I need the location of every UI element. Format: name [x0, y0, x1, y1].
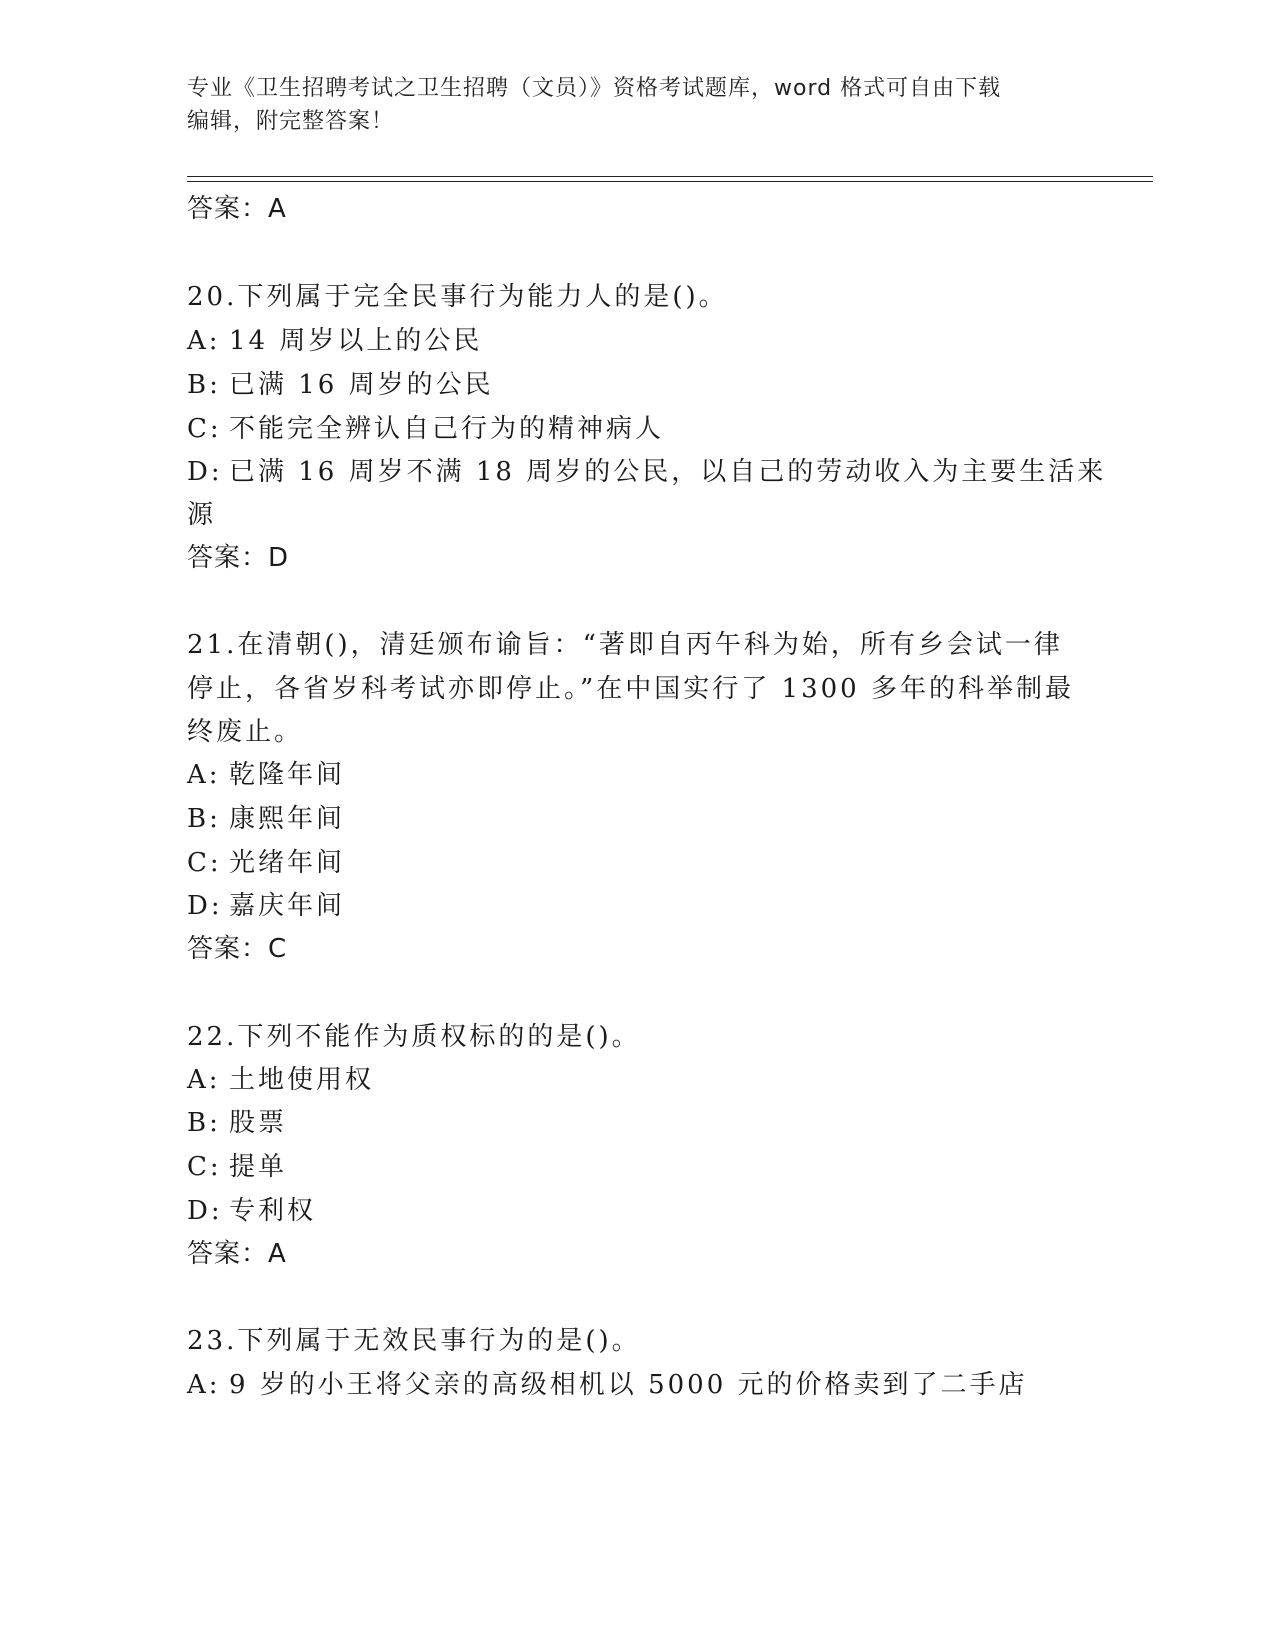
question-21-option-d: D: 嘉庆年间: [187, 891, 346, 921]
header-line-1: 专业《卫生招聘考试之卫生招聘（文员）》资格考试题库，word 格式可自由下载: [187, 76, 1002, 101]
question-21-option-a: A: 乾隆年间: [187, 760, 346, 790]
question-20-option-c: C: 不能完全辨认自己行为的精神病人: [187, 414, 665, 444]
question-22-option-a: A: 土地使用权: [187, 1065, 375, 1095]
document-header: [187, 72, 1067, 138]
question-21-answer: 答案：C: [187, 934, 288, 964]
question-21-option-b: B: 康熙年间: [187, 804, 346, 834]
header-divider: [187, 176, 1153, 177]
header-line-2: 编辑，附完整答案！: [187, 109, 395, 134]
question-20-option-a: A: 14 周岁以上的公民: [187, 326, 483, 356]
question-22-stem: 22.下列不能作为质权标的的是()。: [187, 1022, 641, 1052]
question-20-option-d-continued: 源: [187, 500, 217, 530]
question-20-option-d: D: 已满 16 周岁不满 18 周岁的公民，以自己的劳动收入为主要生活来: [187, 457, 1107, 487]
question-21-stem-line-1: 21.在清朝()，清廷颁布谕旨：“著即自丙午科为始，所有乡会试一律: [187, 630, 1063, 660]
question-21-option-c: C: 光绪年间: [187, 848, 346, 878]
question-21-stem-line-2: 停止，各省岁科考试亦即停止。”在中国实行了 1300 多年的科举制最: [187, 674, 1074, 704]
question-22-option-b: B: 股票: [187, 1108, 288, 1138]
question-22-option-d: D: 专利权: [187, 1196, 317, 1226]
header-divider-second: [187, 181, 1153, 182]
question-22-answer: 答案：A: [187, 1239, 287, 1269]
question-20-stem: 20.下列属于完全民事行为能力人的是()。: [187, 282, 728, 312]
question-23-stem: 23.下列属于无效民事行为的是()。: [187, 1326, 641, 1356]
question-20-option-b: B: 已满 16 周岁的公民: [187, 370, 494, 400]
answer-previous: 答案：A: [187, 194, 287, 224]
question-20-answer: 答案：D: [187, 543, 290, 573]
question-22-option-c: C: 提单: [187, 1152, 288, 1182]
question-23-option-a: A: 9 岁的小王将父亲的高级相机以 5000 元的价格卖到了二手店: [187, 1370, 1028, 1400]
question-21-stem-line-3: 终废止。: [187, 717, 304, 747]
